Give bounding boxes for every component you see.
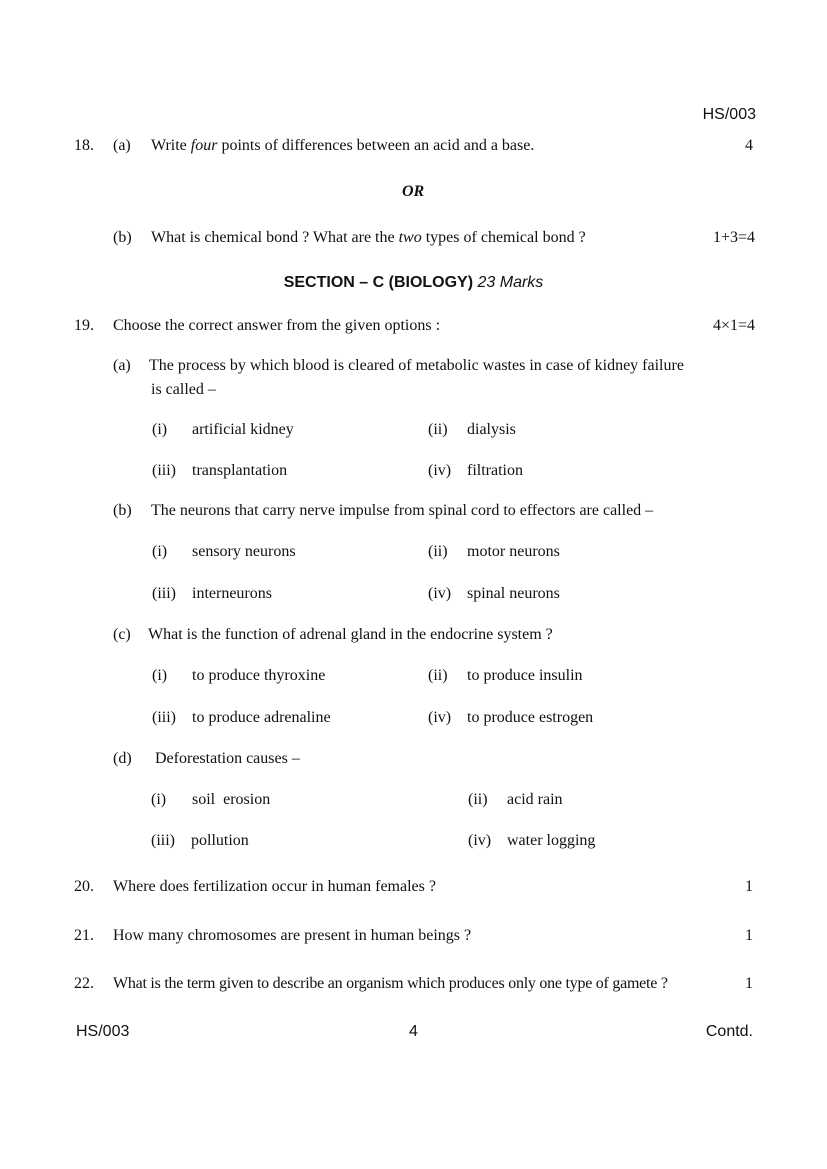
option-number: (ii) (468, 791, 488, 808)
option-text: filtration (467, 462, 523, 479)
option-text: soil erosion (192, 791, 271, 808)
q19-marks: 4×1=4 (712, 317, 755, 334)
q19-b-label: (b) (113, 502, 132, 519)
option-number: (ii) (428, 543, 448, 560)
option-text: transplantation (192, 462, 288, 479)
q21-text: How many chromosomes are present in human beings ? (113, 927, 472, 944)
option-number: (iii) (152, 462, 176, 479)
q21-number: 21. (74, 927, 94, 944)
option-text: artificial kidney (192, 421, 294, 438)
option-number: (i) (152, 421, 168, 438)
option-number: (iv) (428, 709, 452, 726)
option-text: interneurons (192, 585, 272, 602)
q22-text: What is the term given to describe an organism which produces only one type of gamete ? (113, 975, 668, 992)
q19-c-label: (c) (113, 626, 131, 643)
option-text: acid rain (507, 791, 563, 808)
header-code: HS/003 (702, 106, 756, 123)
option-number: (iv) (428, 585, 452, 602)
q18-b-text-emphasis: two (398, 229, 422, 246)
option-number: (iv) (468, 832, 492, 849)
q22-marks: 1 (745, 975, 753, 992)
q18-a-text-emphasis: four (190, 137, 218, 154)
q20-marks: 1 (745, 878, 753, 895)
q20-number: 20. (74, 878, 94, 895)
q19-a-label: (a) (113, 357, 131, 374)
q18-a-text-post: points of differences between an acid and a base. (221, 137, 535, 154)
option-text: to produce thyroxine (192, 667, 326, 684)
q18-b-text-pre: What is chemical bond ? What are the (151, 229, 395, 246)
option-number: (iv) (428, 462, 452, 479)
or-separator: OR (402, 183, 425, 200)
q18-b-marks: 1+3=4 (712, 229, 755, 246)
page-number: 4 (409, 1023, 418, 1040)
q19-number: 19. (74, 317, 94, 334)
section-heading (0, 274, 827, 292)
option-text: to produce insulin (467, 667, 583, 684)
q18-b-text-post: types of chemical bond ? (425, 229, 586, 246)
q18-number: 18. (74, 137, 94, 154)
option-number: (ii) (428, 667, 448, 684)
q19-c-line1: What is the function of adrenal gland in the endocrine system ? (148, 626, 553, 643)
option-text: sensory neurons (192, 543, 296, 560)
option-text: pollution (191, 832, 249, 849)
q18-a-text-pre: Write (151, 137, 187, 154)
option-text: motor neurons (467, 543, 560, 560)
q18-b-text (151, 229, 586, 247)
footer-code: HS/003 (76, 1023, 130, 1040)
q19-b-line1: The neurons that carry nerve impulse from spinal cord to effectors are called – (151, 502, 654, 519)
q18-b-label: (b) (113, 229, 132, 246)
option-number: (iii) (151, 832, 175, 849)
option-text: to produce estrogen (467, 709, 594, 726)
option-text: water logging (507, 832, 596, 849)
q19-text: Choose the correct answer from the given options : (113, 317, 441, 334)
section-marks: 23 Marks (477, 274, 544, 291)
option-number: (iii) (152, 585, 176, 602)
q20-text: Where does fertilization occur in human females ? (113, 878, 436, 895)
q18-a-marks: 4 (745, 137, 753, 154)
q19-d-label: (d) (113, 750, 132, 767)
option-number: (i) (152, 667, 168, 684)
option-text: spinal neurons (467, 585, 560, 602)
option-number: (i) (152, 543, 168, 560)
q19-a-line2: is called – (151, 381, 216, 398)
option-number: (i) (151, 791, 167, 808)
q18-a-label: (a) (113, 137, 131, 154)
q18-a-text (151, 137, 534, 155)
section-title: SECTION – C (BIOLOGY) (283, 274, 474, 291)
q19-a-line1: The process by which blood is cleared of metabolic wastes in case of kidney failure (149, 357, 684, 374)
option-text: to produce adrenaline (192, 709, 331, 726)
q19-d-line1: Deforestation causes – (155, 750, 300, 767)
q21-marks: 1 (745, 927, 753, 944)
footer-contd: Contd. (705, 1023, 753, 1040)
option-text: dialysis (467, 421, 516, 438)
option-number: (iii) (152, 709, 176, 726)
q22-number: 22. (74, 975, 94, 992)
option-number: (ii) (428, 421, 448, 438)
